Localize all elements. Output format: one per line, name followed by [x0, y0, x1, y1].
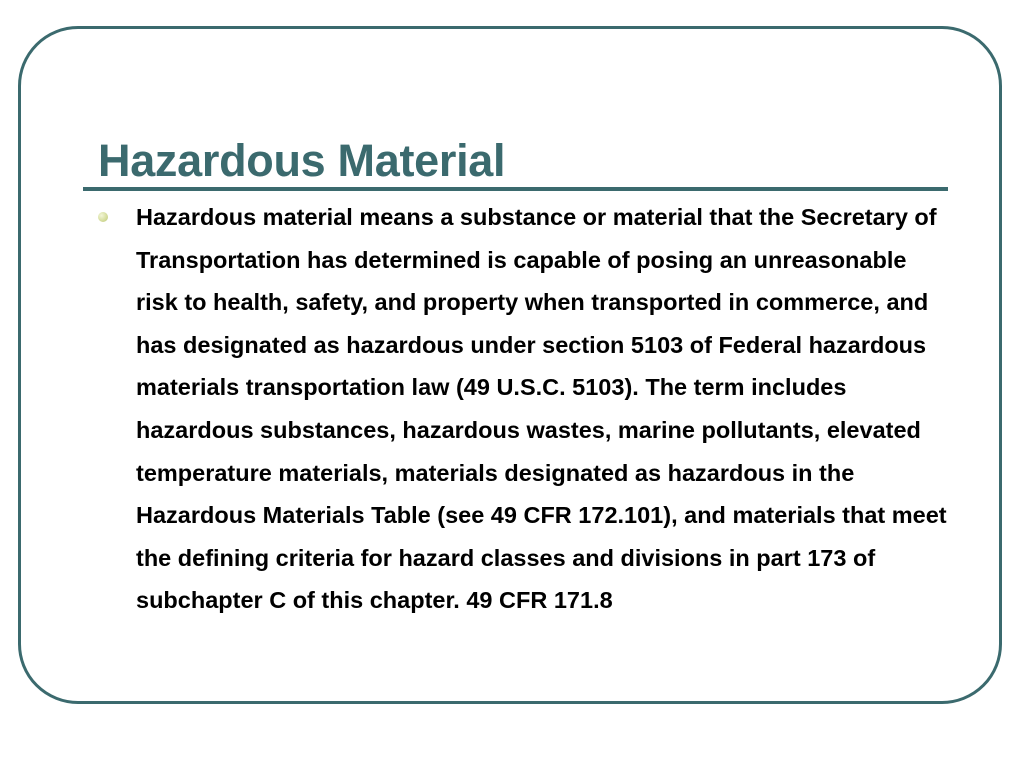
- slide-title: Hazardous Material: [98, 135, 506, 186]
- bullet-list: [96, 196, 948, 622]
- bullet-dot-icon: [98, 212, 108, 222]
- bullet-text: Hazardous material means a substance or material that the Secretary of Transportation has determined is capable of posing an unreasonable risk to health, safety, and property when transported in commerce, and has designated as hazardous under section 5103 of Federal hazardous materials transportation law (49 U.S.C. 5103). The term includes hazardous substances, hazardous wastes, marine pollutants, elevated temperature materials, materials designated as hazardous in the Hazardous Materials Table (see 49 CFR 172.101), and materials that meet the defining criteria for hazard classes and divisions in part 173 of subchapter C of this chapter. 49 CFR 171.8: [136, 204, 947, 614]
- title-underline: [83, 187, 948, 191]
- bullet-item: [96, 196, 948, 622]
